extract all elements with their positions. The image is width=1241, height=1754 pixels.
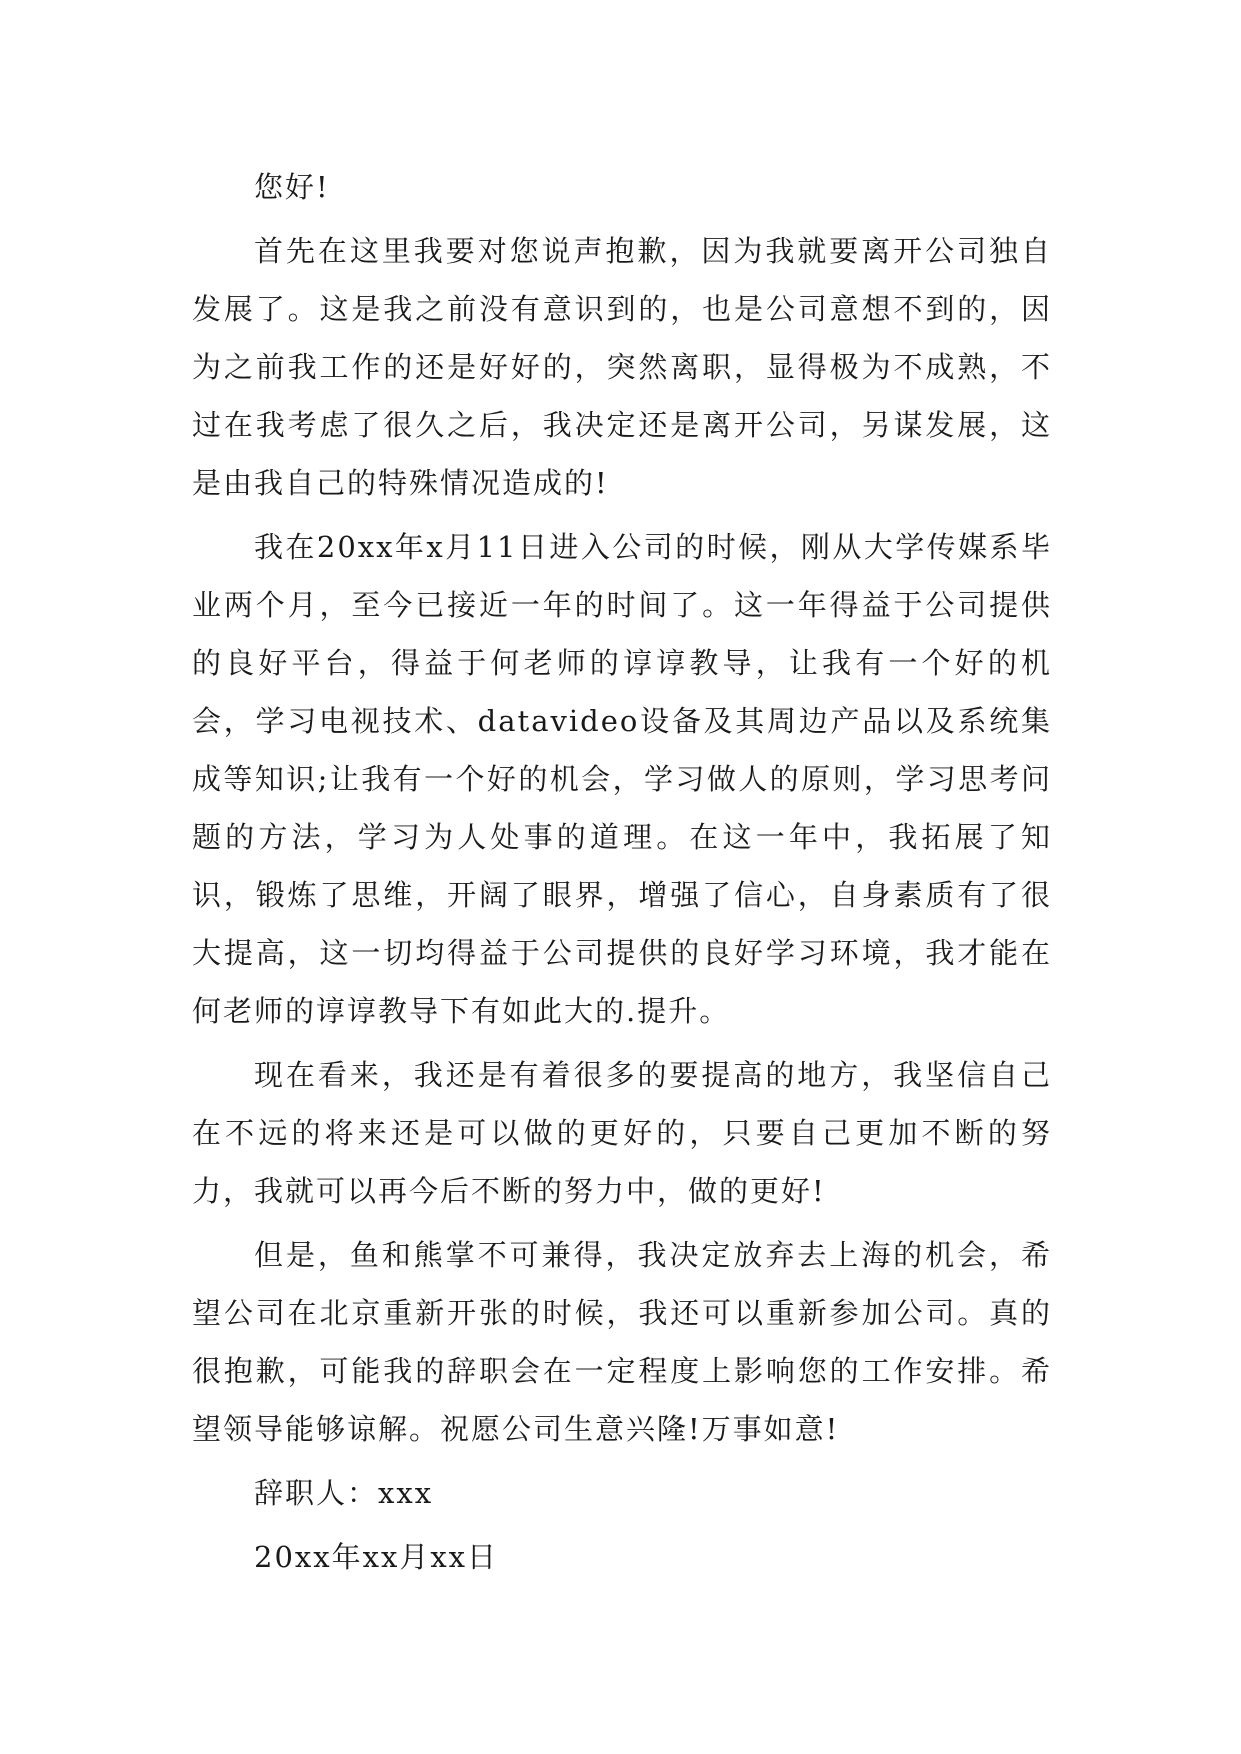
date: 20xx年xx月xx日 [254, 1540, 499, 1574]
signature: 辞职人：xxx [254, 1476, 434, 1510]
letter-body [192, 158, 1052, 1586]
greeting: 您好! [254, 170, 330, 204]
paragraph-apology: 首先在这里我要对您说声抱歉，因为我就要离开公司独自发展了。这是我之前没有意识到的，也是公司意想不到的，因为之前我工作的还是好好的，突然离职，显得极为不成熟，不过在我考虑了很久之后，我决定还是离开公司，另谋发展，这是由我自己的特殊情况造成的! [192, 234, 1052, 500]
paragraph-closing: 但是，鱼和熊掌不可兼得，我决定放弃去上海的机会，希望公司在北京重新开张的时候，我还可以重新参加公司。真的很抱歉，可能我的辞职会在一定程度上影响您的工作安排。希望领导能够谅解。祝愿公司生意兴隆!万事如意! [192, 1238, 1052, 1446]
paragraph-experience: 我在20xx年x月11日进入公司的时候，刚从大学传媒系毕业两个月，至今已接近一年的时间了。这一年得益于公司提供的良好平台，得益于何老师的谆谆教导，让我有一个好的机会，学习电视技术、datavideo设备及其周边产品以及系统集成等知识;让我有一个好的机会，学习做人的原则，学习思考问题的方法，学习为人处事的道理。在这一年中，我拓展了知识，锻炼了思维，开阔了眼界，增强了信心，自身素质有了很大提高，这一切均得益于公司提供的良好学习环境，我才能在何老师的谆谆教导下有如此大的.提升。 [192, 530, 1052, 1028]
paragraph-outlook: 现在看来，我还是有着很多的要提高的地方，我坚信自己在不远的将来还是可以做的更好的，只要自己更加不断的努力，我就可以再今后不断的努力中，做的更好! [192, 1058, 1052, 1208]
